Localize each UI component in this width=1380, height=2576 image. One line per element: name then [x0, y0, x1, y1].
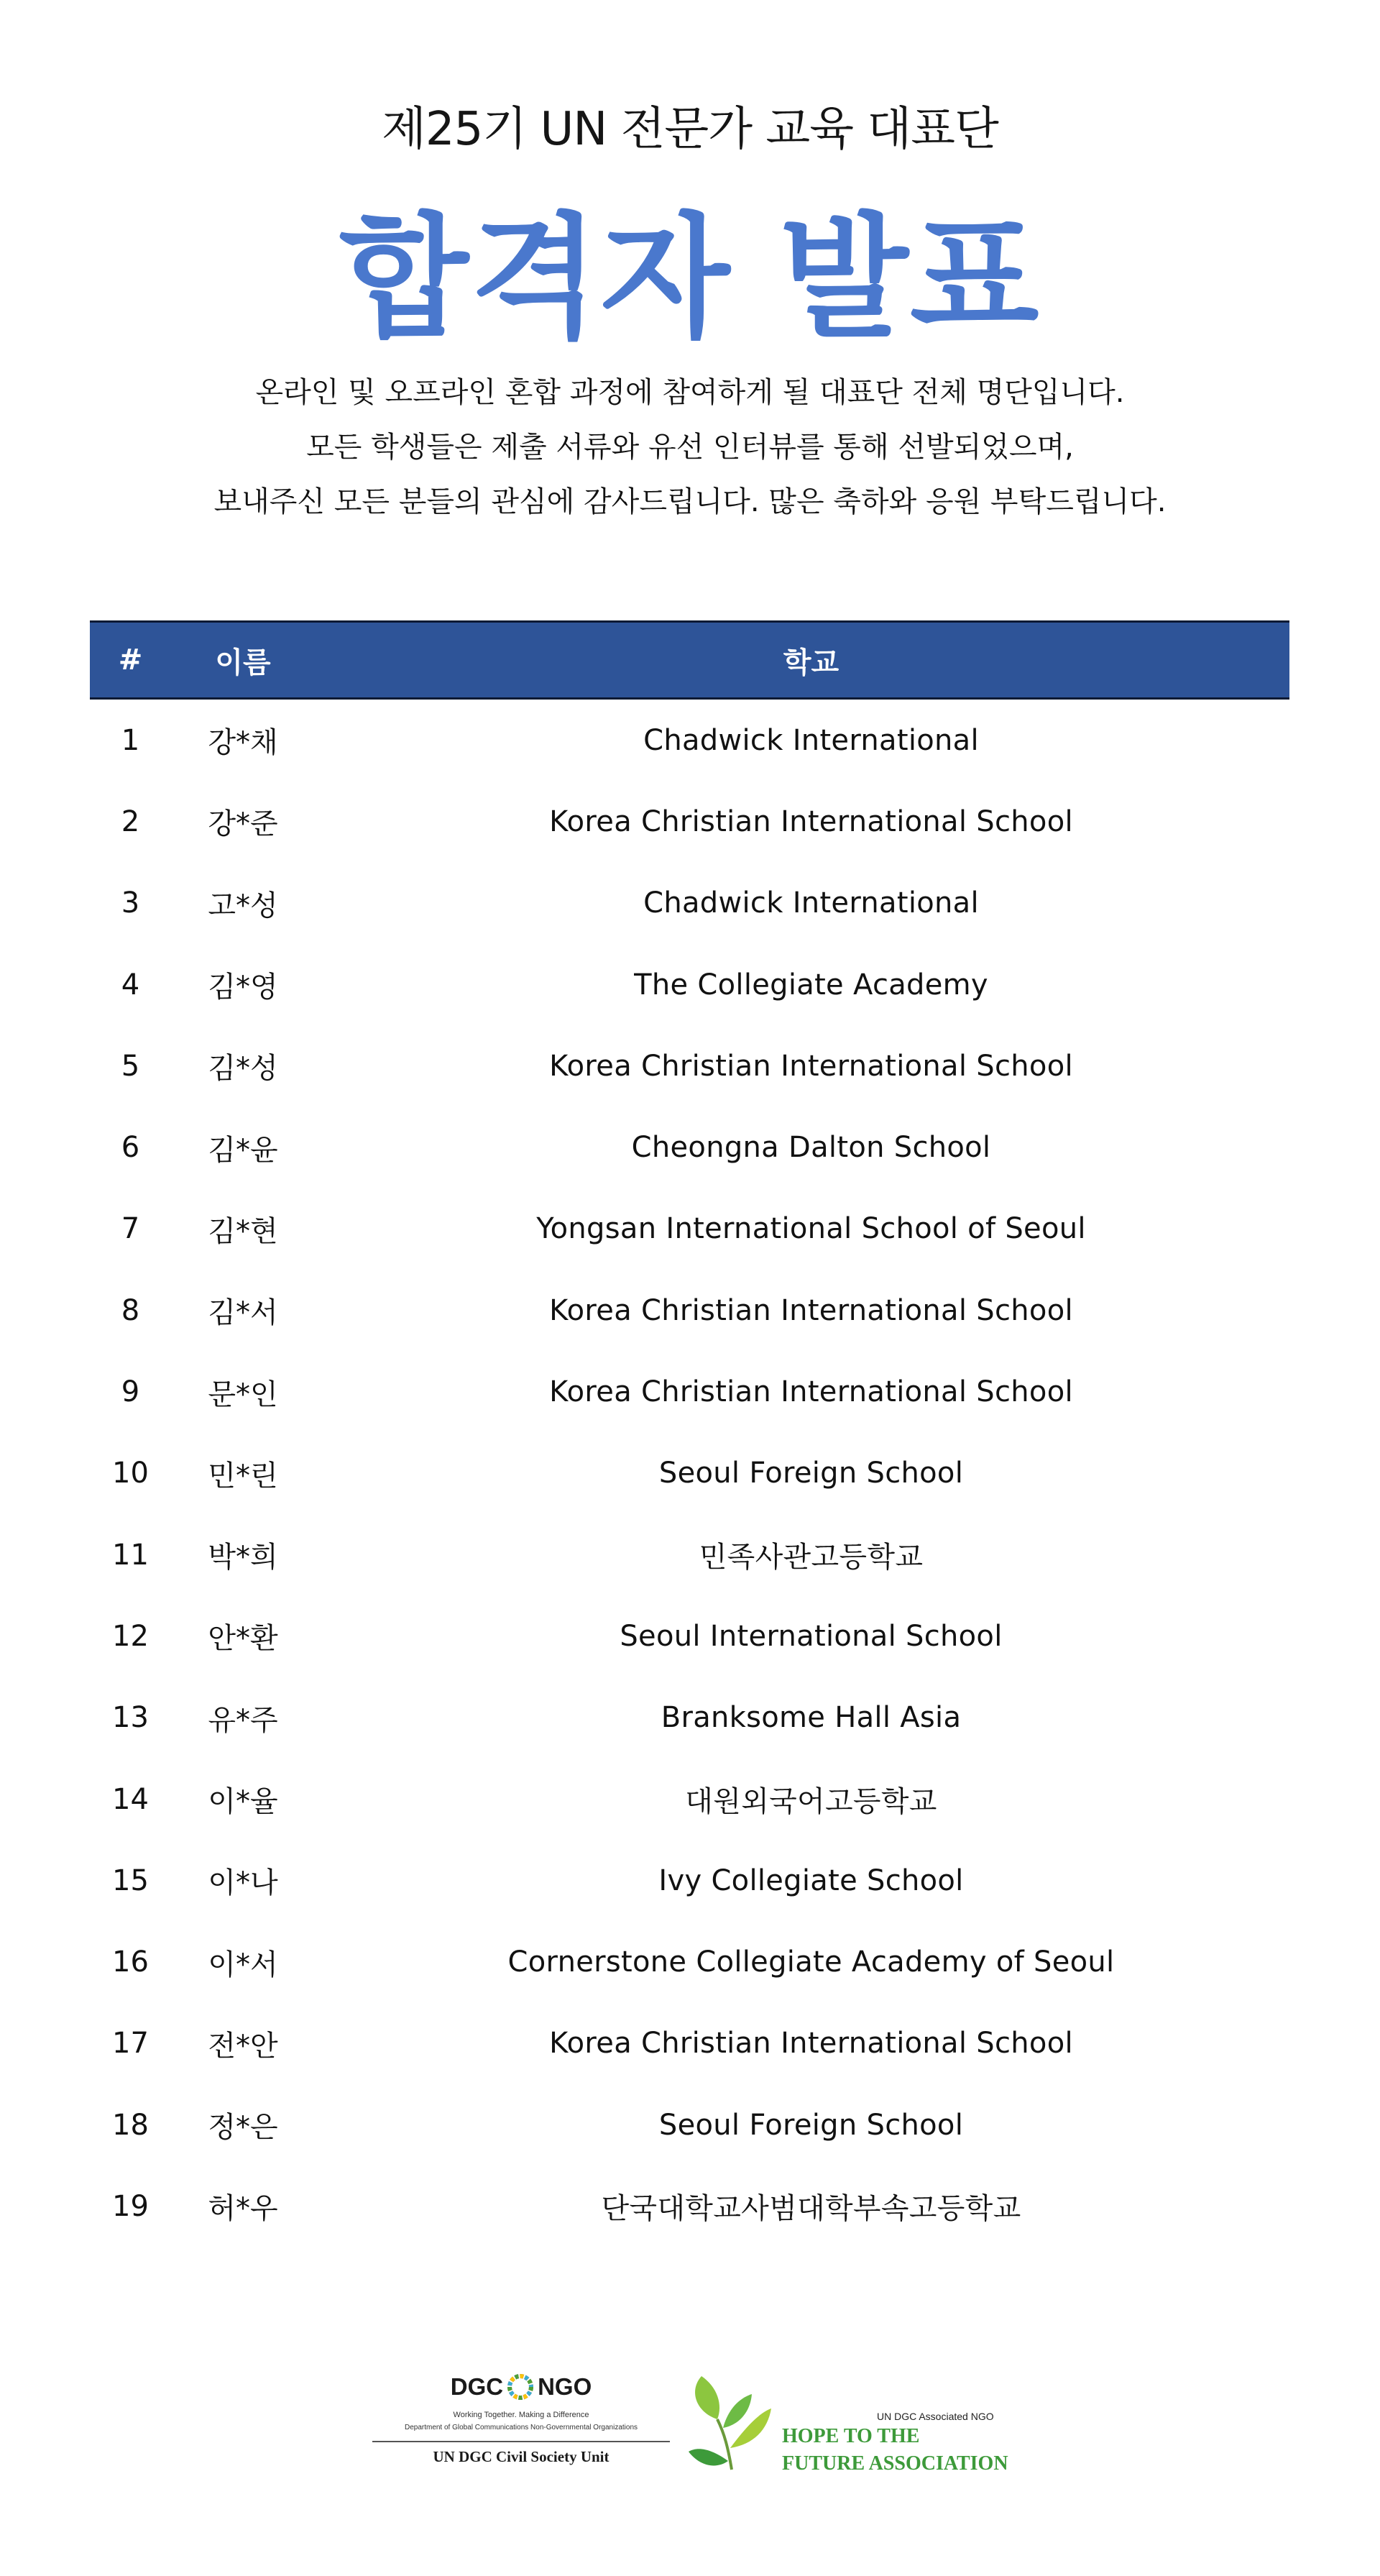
row-school: Cornerstone Collegiate Academy of Seoul — [507, 1945, 1115, 1979]
leaf-icon — [689, 2369, 775, 2477]
row-number: 12 — [112, 1619, 149, 1653]
table-row — [90, 1514, 1289, 1595]
intro-line: 모든 학생들은 제출 서류와 유선 인터뷰를 통해 선발되었으며, — [306, 431, 1074, 464]
hope-name-line-2: FUTURE ASSOCIATION — [782, 2452, 1008, 2475]
intro-line: 온라인 및 오프라인 혼합 과정에 참여하게 될 대표단 전체 명단입니다. — [255, 376, 1125, 409]
table-row — [90, 1759, 1289, 1840]
footer-logos — [0, 2369, 1380, 2477]
row-name: 허*우 — [208, 2192, 278, 2226]
row-school: Seoul International School — [620, 1619, 1003, 1653]
row-name: 이*서 — [208, 1948, 278, 1981]
row-name: 강*준 — [208, 807, 278, 841]
divider — [372, 2441, 670, 2442]
hope-future-logo — [689, 2369, 1019, 2477]
hope-associated-label: UN DGC Associated NGO — [877, 2411, 994, 2422]
intro-line: 보내주신 모든 분들의 관심에 감사드립니다. 많은 축하와 응원 부탁드립니다. — [213, 485, 1167, 518]
row-name: 안*환 — [208, 1622, 278, 1656]
page-title: 합격자 발표 — [339, 200, 1041, 356]
row-school: Seoul Foreign School — [658, 2108, 964, 2142]
table-row — [90, 1270, 1289, 1351]
row-name: 김*윤 — [208, 1133, 278, 1167]
row-number: 1 — [121, 723, 140, 757]
row-school: Chadwick International — [643, 723, 979, 757]
row-name: 김*서 — [208, 1296, 278, 1330]
row-name: 김*영 — [208, 971, 278, 1004]
table-row — [90, 2003, 1289, 2084]
table-row — [90, 1106, 1289, 1188]
table-row — [90, 1921, 1289, 2002]
row-school: Seoul Foreign School — [658, 1457, 964, 1490]
row-school: Korea Christian International School — [549, 1375, 1073, 1409]
hope-name-line-1: HOPE TO THE — [782, 2425, 920, 2447]
row-school: Cheongna Dalton School — [631, 1131, 991, 1165]
table-row — [90, 1840, 1289, 1921]
row-name: 문*인 — [208, 1378, 278, 1411]
row-number: 3 — [121, 886, 140, 920]
row-school: Korea Christian International School — [549, 2027, 1073, 2061]
row-number: 7 — [121, 1212, 140, 1246]
row-number: 9 — [121, 1375, 140, 1409]
row-school: 민족사관고등학교 — [699, 1541, 924, 1575]
row-number: 15 — [112, 1864, 149, 1897]
page-subtitle: 제25기 UN 전문가 교육 대표단 — [382, 103, 998, 156]
row-name: 박*희 — [208, 1541, 278, 1575]
row-number: 10 — [112, 1457, 149, 1490]
table-row — [90, 1677, 1289, 1759]
table-row — [90, 700, 1289, 781]
row-school: Yongsan International School of Seoul — [536, 1212, 1086, 1246]
row-school: Korea Christian International School — [549, 805, 1073, 838]
row-school: 단국대학교사범대학부속고등학교 — [601, 2192, 1021, 2226]
row-name: 전*안 — [208, 2029, 278, 2063]
row-name: 정*은 — [208, 2111, 278, 2145]
row-number: 17 — [112, 2027, 149, 2061]
row-number: 6 — [121, 1131, 140, 1165]
table-row — [90, 2084, 1289, 2165]
row-name: 고*성 — [208, 889, 278, 922]
table-row — [90, 1188, 1289, 1270]
table-row — [90, 2165, 1289, 2247]
row-number: 16 — [112, 1945, 149, 1979]
row-school: Ivy Collegiate School — [658, 1864, 964, 1897]
row-name: 민*린 — [208, 1459, 278, 1493]
row-name: 이*나 — [208, 1866, 278, 1900]
row-number: 18 — [112, 2108, 149, 2142]
row-number: 5 — [121, 1049, 140, 1083]
row-school: The Collegiate Academy — [634, 968, 988, 1001]
table-row — [90, 944, 1289, 1025]
column-header-school: 학교 — [783, 646, 840, 679]
row-school: Branksome Hall Asia — [661, 1701, 962, 1735]
column-header-number: # — [118, 643, 143, 677]
row-name: 김*성 — [208, 1052, 278, 1086]
row-name: 김*현 — [208, 1214, 278, 1248]
row-number: 19 — [112, 2189, 149, 2223]
row-name: 유*주 — [208, 1703, 278, 1737]
row-number: 11 — [112, 1538, 149, 1572]
row-school: Korea Christian International School — [549, 1049, 1073, 1083]
row-number: 2 — [121, 805, 140, 838]
row-number: 14 — [112, 1782, 149, 1816]
dgc-tagline: Working Together. Making a Difference — [453, 2411, 589, 2419]
row-name: 강*채 — [208, 726, 278, 760]
column-header-name: 이름 — [215, 646, 271, 679]
table-body — [90, 700, 1289, 2247]
row-school: 대원외국어고등학교 — [685, 1785, 937, 1818]
dgc-department: Department of Global Communications Non-Governmental Organizations — [404, 2424, 638, 2431]
ngo-logo-text: NGO — [538, 2373, 592, 2400]
row-number: 4 — [121, 968, 140, 1001]
dgc-logo-text: DGC — [450, 2373, 504, 2400]
row-school: Korea Christian International School — [549, 1293, 1073, 1327]
table-row — [90, 1595, 1289, 1677]
table-row — [90, 863, 1289, 944]
intro-text — [0, 365, 1380, 529]
row-number: 8 — [121, 1293, 140, 1327]
table-row — [90, 781, 1289, 862]
table-row — [90, 1433, 1289, 1514]
table-row — [90, 1351, 1289, 1432]
table-row — [90, 1025, 1289, 1106]
results-table — [90, 620, 1289, 2247]
table-header — [90, 620, 1289, 700]
row-name: 이*율 — [208, 1785, 278, 1818]
sdg-wheel-icon — [507, 2374, 533, 2400]
row-school: Chadwick International — [643, 886, 979, 920]
dgc-unit-name: UN DGC Civil Society Unit — [433, 2448, 610, 2465]
dgc-ngo-logo — [372, 2369, 670, 2477]
row-number: 13 — [112, 1701, 149, 1735]
